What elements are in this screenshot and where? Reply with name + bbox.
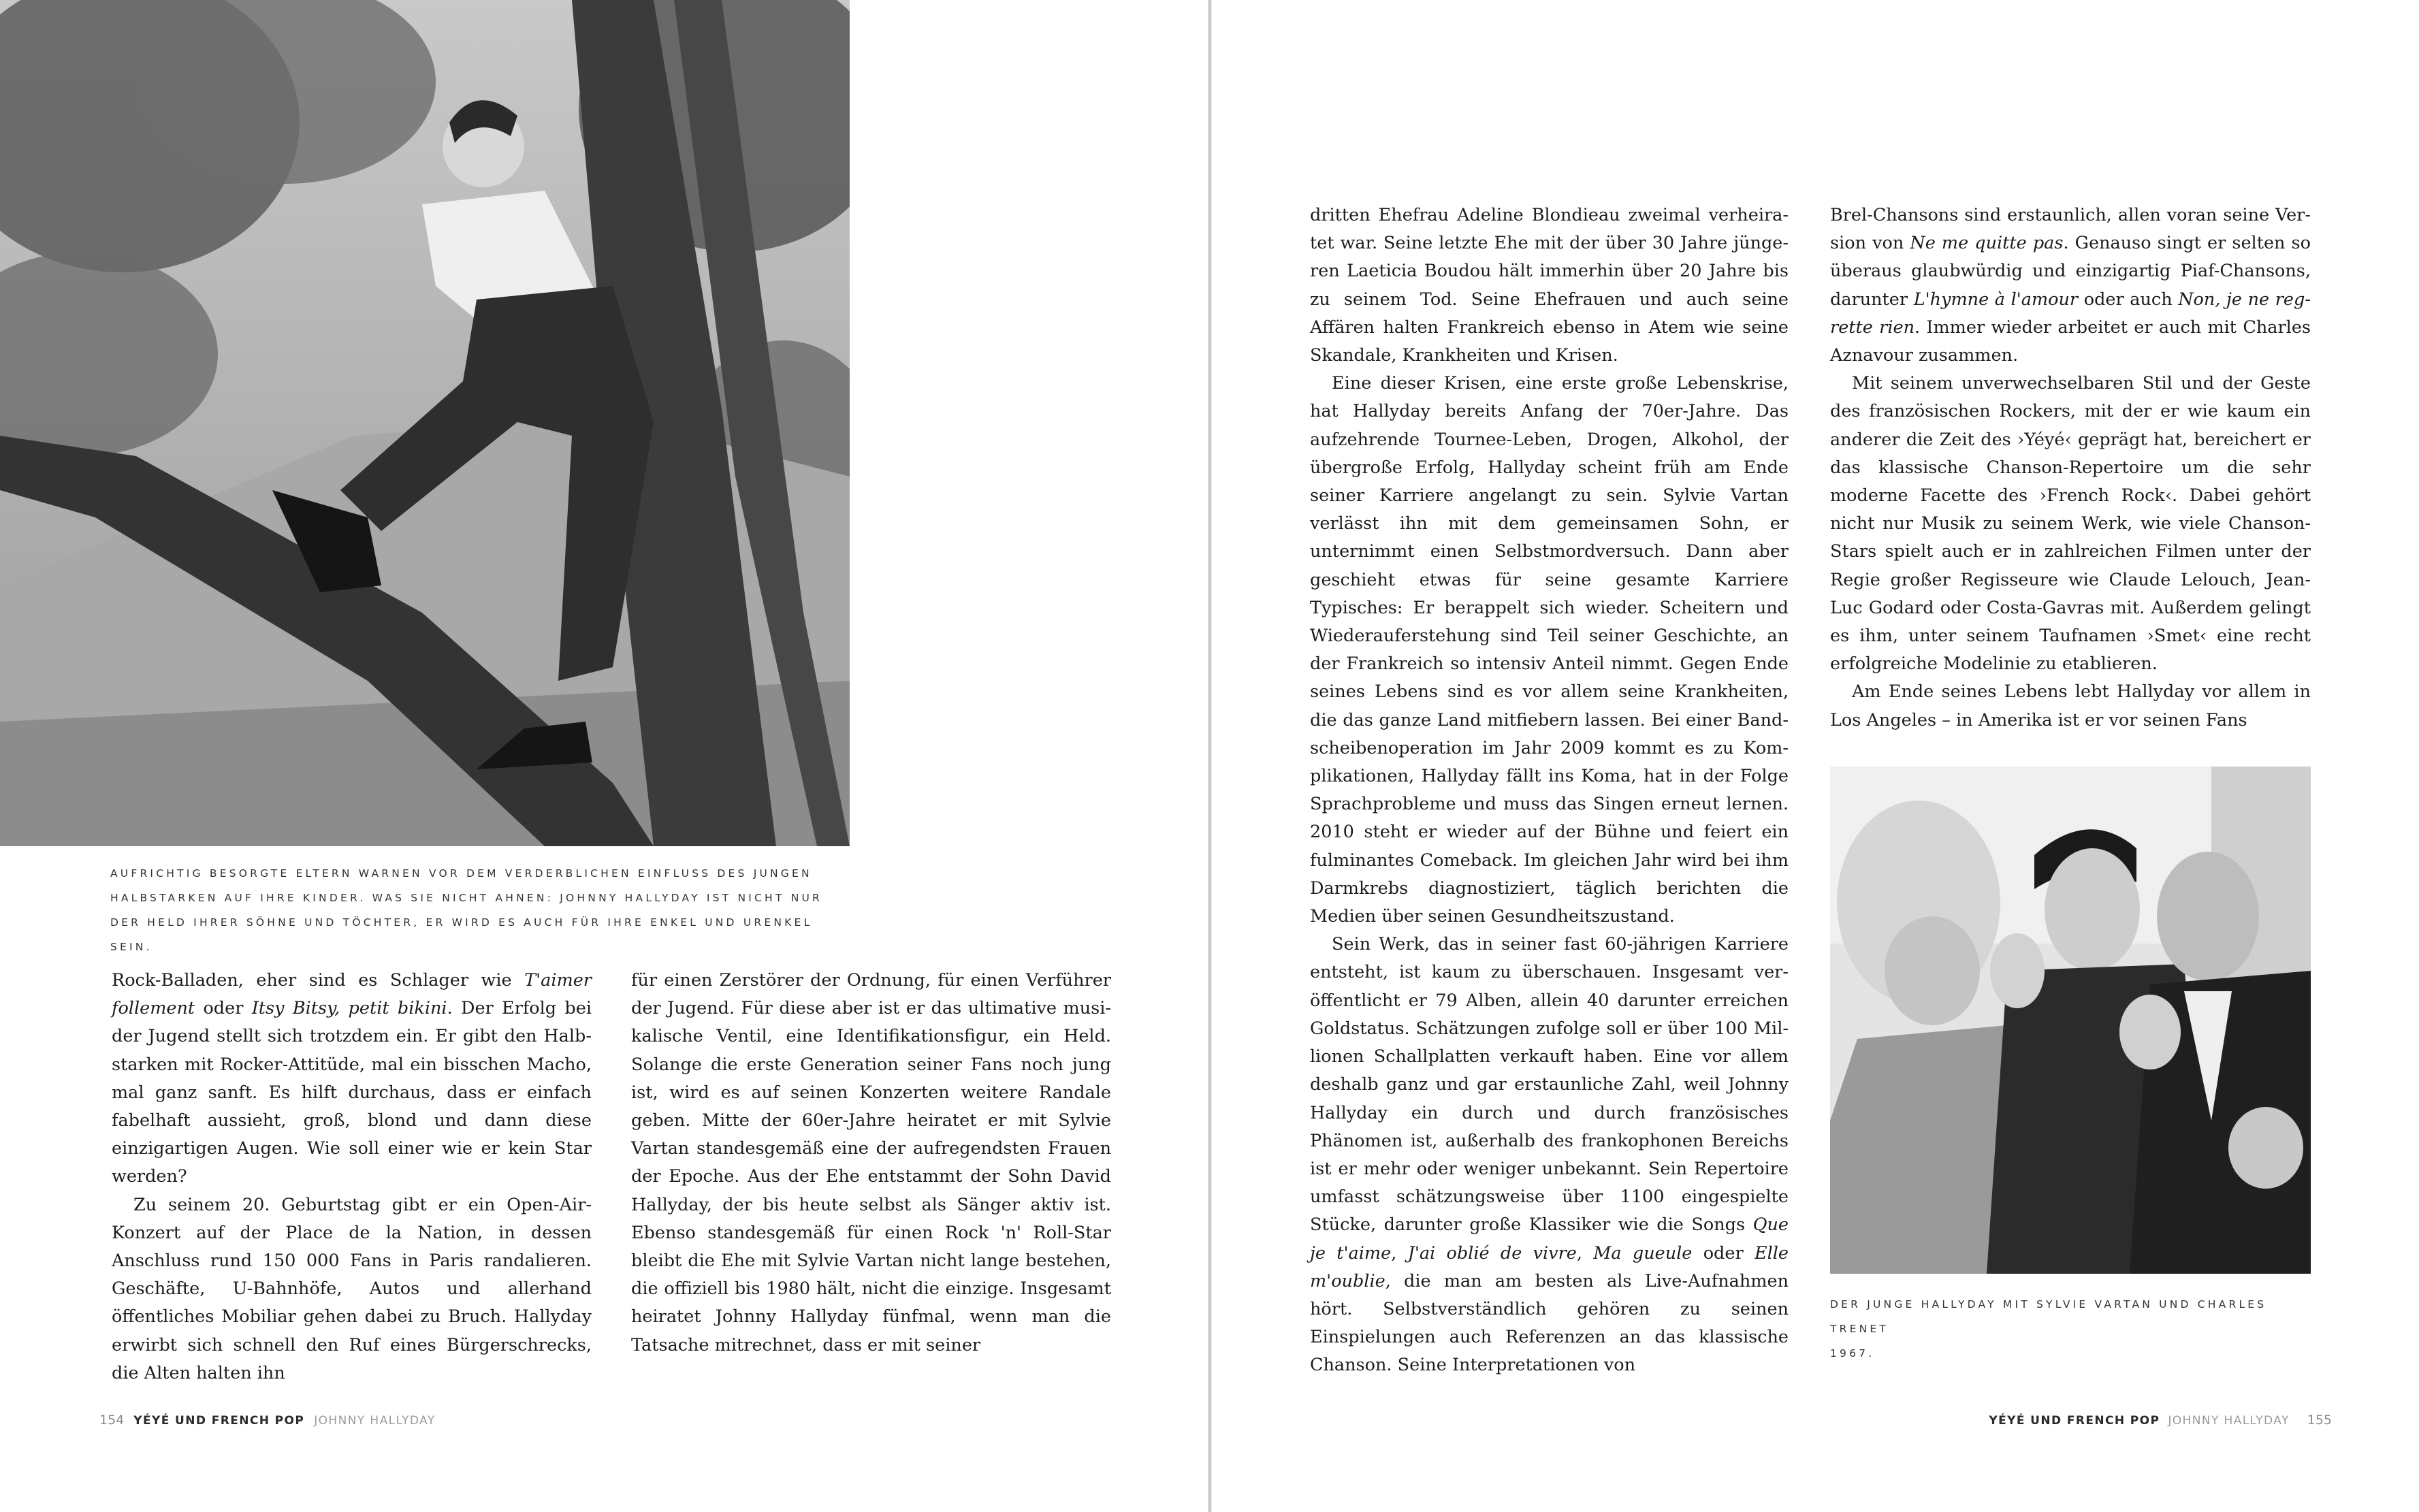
text-column-1 [1310,202,1789,1380]
text-column-2 [1830,202,2311,735]
paragraph: Am Ende seines Lebens lebt Hallyday vor allem in Los Angeles – in Amerika ist er vor seinen Fans [1830,681,2311,730]
paragraph: Eine dieser Krisen, eine erste große Lebenskrise, hat Hallyday bereits Anfang der 70er-Jahre. Das aufzehrende Tournee-Leben, Drogen, Alkohol, der übergroße Erfolg, Hallyday scheint früh am Ende seiner Karriere angelangt zu sein. Sylvie Vartan verlässt ihn mit dem gemeinsamen Sohn, er unternimmt einen Selbstmordversuch. Dann aber geschieht etwas für seine gesamte Karriere Typisches: Er berappelt sich wieder. Scheitern und Wiederauferstehung sind Teil seiner Geschichte, an der Frankreich so intensiv Anteil nimmt. Gegen Ende seines Lebens sind es vor allem seine Krankheiten, die das ganze Land mitfiebern lassen. Bei einer Bandscheibenoperation im Jahr 2009 kommt es zu Komplikationen, Hallyday fällt ins Koma, hat in der Folge Sprachprobleme und muss das Singen erneut lernen. 2010 steht er wieder auf der Bühne und feiert ein fulminantes Comeback. Im gleichen Jahr wird bei ihm Darmkrebs diagnostiziert, täglich berichten die Medien über seinen Gesundheitszustand. [1310,373,1789,927]
page-number: 155 [2307,1413,2332,1428]
paragraph: dritten Ehefrau Adeline Blondieau zweimal verheiratet war. Seine letzte Ehe mit der über 30 Jahre jüngeren Laeticia Boudou hält immerhin über 20 Jahre bis zu seinem Tod. Seine Ehefrauen und auch seine Affären halten Frankreich ebenso in Atem wie seine Skandale, Krankheiten und Krisen. [1310,205,1789,366]
photo-caption [1830,1292,2320,1366]
paragraph: Zu seinem 20. Geburtstag gibt er ein Open-Air-Konzert auf der Place de la Nation, in dessen Anschluss rund 150 000 Fans in Paris randalieren. Geschäfte, U-Bahnhöfe, Autos und allerhand öffentliches Mobiliar gehen dabei zu Bruch. Hallyday erwirbt sich schnell den Ruf eines Bürgerschrecks, die Alten halten ihn [112,1194,592,1383]
left-page [0,0,1209,1512]
paragraph: Rock-Balladen, eher sind es Schlager wie T'aimer follement oder Itsy Bitsy, petit bikini. Der Erfolg bei der Jugend stellt sich trotzdem ein. Er gibt den Halbstarken mit Rocker-Attitüde, mal ein bisschen Macho, mal ganz sanft. Es hilft durchaus, dass er einfach fabelhaft aussieht, groß, blond und dann diese einzigartigen Augen. Wie soll einer wie er kein Star werden? [112,970,592,1187]
chapter-title: JOHNNY HALLYDAY [314,1414,436,1428]
caption-year: 1967. [1830,1347,1875,1360]
paragraph: Sein Werk, das in seiner fast 60-jährigen Karriere entsteht, ist kaum zu überschauen. Insgesamt veröffentlicht er 79 Alben, allein 40 darunter erreichen Goldstatus. Schätzungen zufolge soll er über 100 Millionen Schallplatten verkauft haben. Eine vor allem deshalb ganz und gar erstaunliche Zahl, weil Johnny Hallyday ein durch und durch französisches Phänomen ist, außerhalb des frankophonen Bereichs ist er mehr oder weniger unbekannt. Sein Repertoire umfasst schätzungsweise über 1100 eingespielte Stücke, darunter große Klassiker wie die Songs Que je t'aime, J'ai oblié de vivre, Ma gueule oder Elle m'oublie, die man am besten als Live-Aufnahmen hört. Selbstverständlich gehören zu seinen Einspielungen auch Referenzen an das klassische Chanson. Seine Interpretationen von [1310,934,1789,1376]
paragraph: Brel-Chansons sind erstaunlich, allen voran seine Version von Ne me quitte pas. Genauso singt er selten so überaus glaubwürdig und einzigartig Piaf-Chansons, darunter L'hymne à l'amour oder auch Non, je ne regrette rien. Immer wieder arbeitet er auch mit Charles Aznavour zusammen. [1830,205,2311,366]
section-title: YÉYÉ UND FRENCH POP [133,1414,305,1428]
section-title: YÉYÉ UND FRENCH POP [1989,1414,2160,1428]
text-column-1 [112,967,592,1387]
caption-text: DER JUNGE HALLYDAY MIT SYLVIE VARTAN UND CHARLES TRENET [1830,1298,2267,1335]
photo-hallyday-vartan-trenet [1830,767,2311,1274]
photo-hallyday-in-tree [0,0,850,846]
photo-icon [0,0,850,846]
paragraph: für einen Zerstörer der Ordnung, für einen Verführer der Jugend. Für diese aber ist er das ultimative musikalische Ventil, eine Identifikationsfigur, ein Held. Solange die erste Generation seiner Fans noch jung ist, wird es auf seinen Konzerten weitere Randale geben. Mitte der 60er-Jahre heiratet er mit Sylvie Vartan standesgemäß eine der aufregendsten Frauen der Epoche. Aus der Ehe entstammt der Sohn David Hallyday, der bis heute selbst als Sänger aktiv ist. Ebenso standesgemäß für einen Rock 'n' Roll-Star bleibt die Ehe mit Sylvie Vartan nicht lange bestehen, die offiziell bis 1980 hält, nicht die einzige. Insgesamt heiratet Johnny Hallyday fünfmal, wenn man die Tatsache mitrechnet, dass er mit seiner [631,970,1111,1355]
right-page [1212,0,2419,1512]
paragraph: Mit seinem unverwechselbaren Stil und der Geste des französischen Rockers, mit der er wie kaum ein anderer die Zeit des ›Yéyé‹ geprägt hat, bereichert er das klassische Chanson-Repertoire um die sehr moderne Facette des ›French Rock‹. Dabei gehört nicht nur Musik zu seinem Werk, wie viele Chanson-Stars spielt auch er in zahlreichen Filmen unter der Regie großer Regisseure wie Claude Lelouch, Jean-Luc Godard oder Costa-Gavras mit. Außerdem gelingt es ihm, unter seinem Taufnamen ›Smet‹ eine recht erfolgreiche Modelinie zu etablieren. [1830,373,2311,675]
page-footer [1989,1413,2332,1428]
page-footer [99,1413,436,1428]
photo-icon [1830,767,2311,1274]
text-column-2 [631,967,1111,1360]
page-number: 154 [99,1413,125,1428]
chapter-title: JOHNNY HALLYDAY [2168,1414,2290,1428]
photo-caption: AUFRICHTIG BESORGTE ELTERN WARNEN VOR DEM VERDERBLICHEN EINFLUSS DES JUNGEN HALBSTARKEN AUF IHRE KINDER. WAS SIE NICHT AHNEN: JOHNNY HALLYDAY IST NICHT NUR DER HELD IHRER SÖHNE UND TÖCHTER, ER WIRD ES AUCH FÜR IHRE ENKEL UND URENKEL SEIN. [110,867,823,953]
